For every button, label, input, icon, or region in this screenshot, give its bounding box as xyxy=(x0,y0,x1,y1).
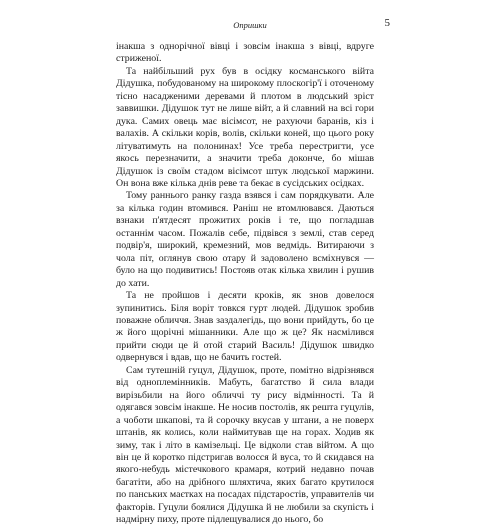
paragraph: Тому раннього ранку газда взявся і сам порядкувати. Але за кілька годин втомився. Раніш не втомлювався. Даються взнаки п'ятдесят прожитих років і те, що погладшав останнім часом. Пожалів себе, підвівся з землі, став серед подвір'я, широкий, кремезний, мов ведмідь. Витираючи з чола піт, оглянув свою отару й задоволено всміхнувся — було на що подивитись! Постояв отак кілька хвилин і рушив до хати. xyxy=(116,190,374,289)
paragraph: Сам тутешній гуцул, Дідушок, проте, помітно відрізнявся від одноплемінників. Мабуть, багатство й сила влади вирізьбили на його обличчі ту рису відмінності. Та й одягався зовсім інакше. Не носив постолів, як решта гуцулів, а чоботи шкапові, та й сорочку вкусав у штани, а не поверх штанів, як колись, коли наймитував ще на горах. Ходив як зиму, так і літо в камізельці. Це відколи став війтом. А що він це й коротко підстригав волосся й вуса, то й скидався на якого-небудь містечкового крамаря, котрий недавно почав багатіти, або на дрібного шляхтича, яких багато крутилося по панських маєтках на посадах підстаростів, управителів чи факторів. Гуцули боялися Дідушка й не любили за скупість і надмірну пиху, проте підлещувалися до нього, бо xyxy=(116,364,374,526)
running-title: Опришки xyxy=(233,20,267,30)
page-number: 5 xyxy=(384,17,390,29)
paragraph: Та найбільший рух був в осідку косманського війта Дідушка, побудованому на широкому плоскогір'ї і оточеному тісно насадженими деревами й плотом в людський зріст заввишки. Дідушок тут не лише війт, а й славний на всі гори дука. Самих овець має вісімсот, не рахуючи баранів, кіз і валахів. А скільки корів, волів, скільки коней, що цього року літуватимуть на полонинах! Усе треба перестригти, усе якось перезначити, а значити треба доконче, бо мішав Дідушок із своїм стадом вісімсот штук людської маржини. Он вона вже кілька днів реве та бекає в сусідських осідках. xyxy=(116,65,374,189)
paragraph: Та не пройшов і десяти кроків, як знов довелося зупинитись. Біля воріт товкся гурт людей. Дідушок зробив поважне обличчя. Знав заздалегідь, що вони прийдуть, бо це ж його щорічні мішанники. Але що ж це? Як насмілився прийти сюди це й отой старий Василь! Дідушок швидко одвернувся і вдав, що не бачить гостей. xyxy=(116,290,374,364)
body-text xyxy=(116,41,374,527)
paragraph: інакша з однорічної вівці і зовсім інакша з вівці, вдруге стриженої. xyxy=(116,41,374,65)
